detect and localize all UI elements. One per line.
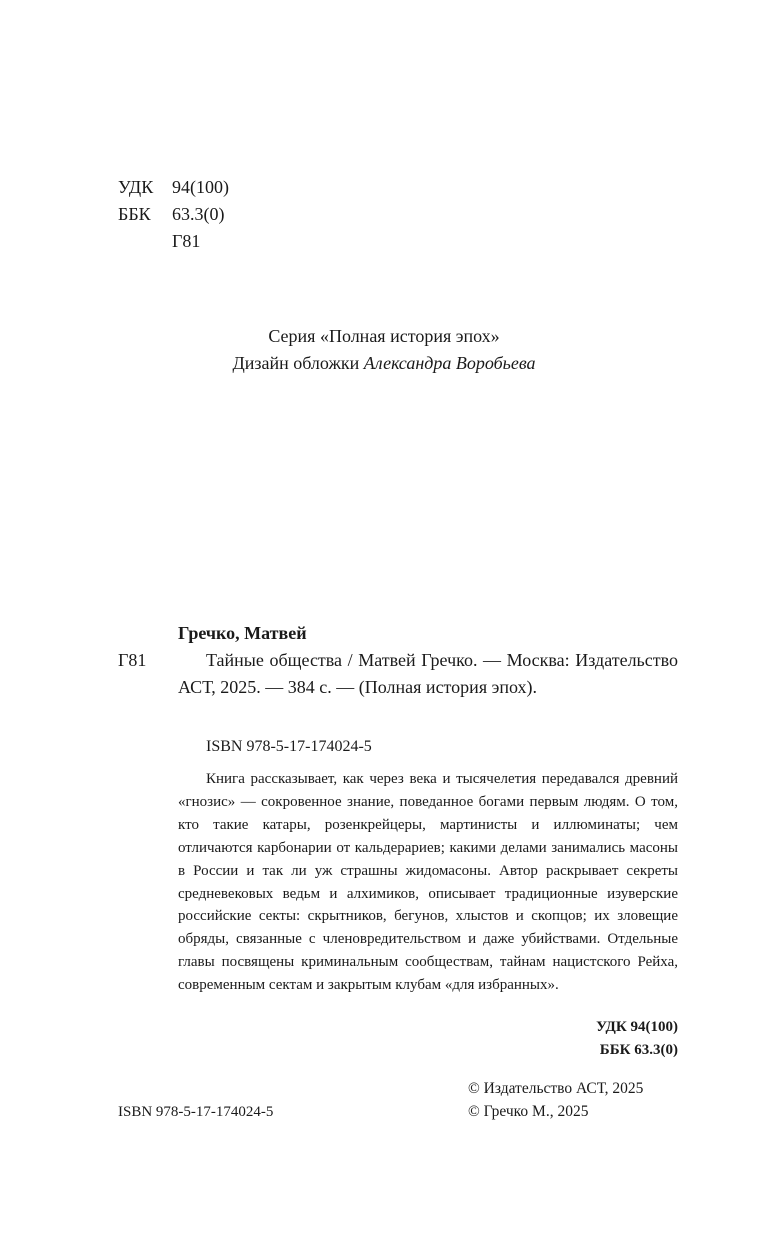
udk-label: УДК [118, 177, 154, 197]
cover-design-line [0, 350, 768, 377]
record-isbn: ISBN 978-5-17-174024-5 [206, 738, 372, 755]
bbk-label: ББК [118, 204, 151, 224]
record-author-sign: Г81 [118, 650, 147, 670]
series-block [0, 323, 768, 377]
cover-design-prefix: Дизайн обложки [232, 353, 364, 373]
copyright-publisher: © Издательство АСТ, 2025 [468, 1080, 644, 1097]
copyright-author: © Гречко М., 2025 [468, 1103, 589, 1120]
udk-row [118, 174, 229, 201]
udk-index: УДК 94(100) [596, 1019, 678, 1035]
classification-block [118, 174, 229, 255]
bibliographic-description: Тайные общества / Матвей Гречко. — Москва: Издательство АСТ, 2025. — 384 с. — (Полная история эпох). [178, 650, 678, 697]
cover-designer-name: Александра Воробьева [363, 353, 536, 373]
series-line: Серия «Полная история эпох» [268, 326, 500, 346]
bbk-index: ББК 63.3(0) [599, 1042, 678, 1058]
author-heading: Гречко, Матвей [178, 623, 307, 643]
udk-value: 94(100) [172, 177, 229, 197]
bbk-value: 63.3(0) [172, 204, 225, 224]
bbk-row [118, 201, 229, 228]
author-sign: Г81 [172, 231, 201, 251]
footer-isbn: ISBN 978-5-17-174024-5 [118, 1104, 274, 1120]
annotation: Книга рассказывает, как через века и тысячелетия передавался древний «гнозис» — сокровенное знание, поведанное богами первым людям. О том, кто такие катары, розенкрейцеры, мартинисты и иллюминаты; чем отличаются карбонарии от кальдерариев; какими делами занимались масоны в России и так ли уж страшны жидомасоны. Автор раскрывает секреты средневековых ведьм и алхимиков, описывает традиционные изуверские российские секты: скрытников, бегунов, хлыстов и скопцов; их зловещие обряды, связанные с членовредительством и даже убийствами. Отдельные главы посвящены криминальным сообществам, тайнам нацистского Рейха, современным сектам и закрытым клубам «для избранных». [178, 771, 678, 994]
